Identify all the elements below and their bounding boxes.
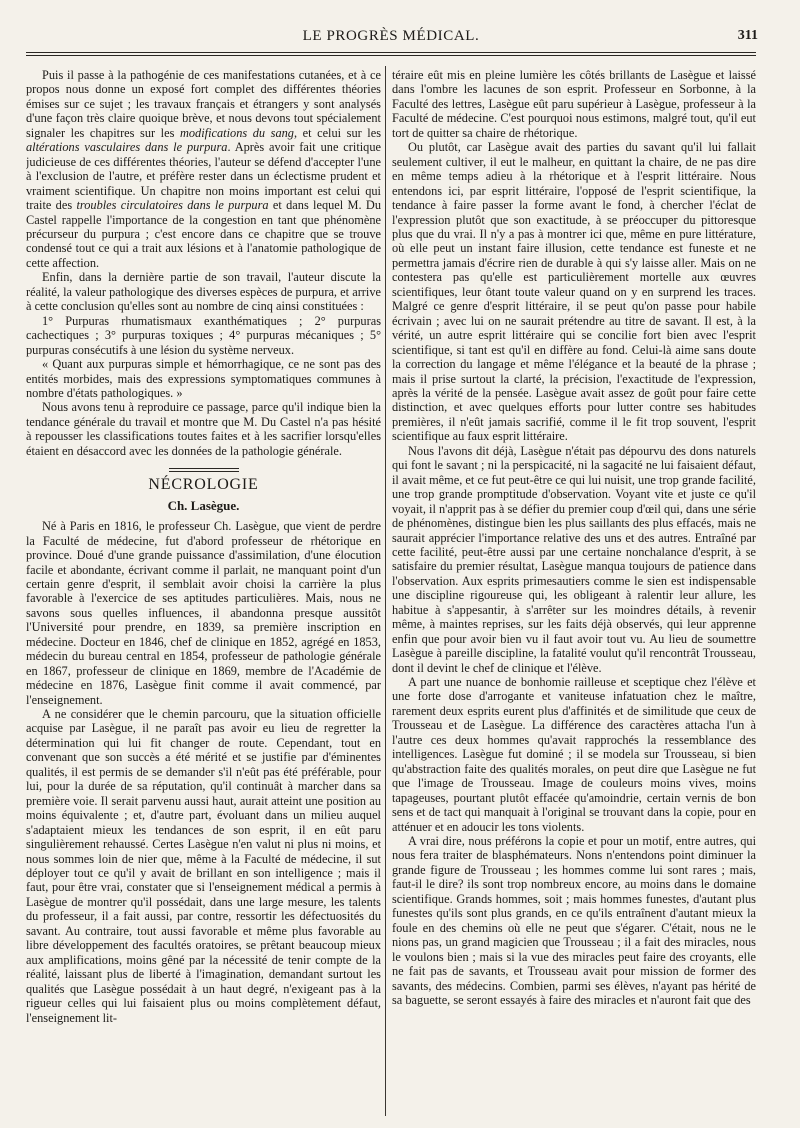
- paragraph: téraire eût mis en pleine lumière les côtés brillants de Lasègue et laissé dans l'ombre les lacunes de son esprit. Professeur en Sorbonne, à la Faculté des lettres, Lasègue eût paru supérieur à Lasègue, professeur à la Faculté de médecine. C'est pourquoi nous estimons, malgré tout, qu'il eut tort de quitter sa chaire de rhétorique.: [392, 68, 756, 140]
- journal-title: LE PROGRÈS MÉDICAL.: [302, 28, 480, 44]
- header-rule-bottom: [26, 55, 756, 56]
- paragraph: Enfin, dans la dernière partie de son travail, l'auteur discute la réalité, la valeur pathologique des diverses espèces de purpura, et arrive à cette conclusion qu'elles sont au nombre de cinq ainsi constituées :: [26, 270, 381, 314]
- left-column: [26, 68, 381, 1118]
- running-header: [26, 28, 756, 50]
- emphasis: troubles circulatoires dans le purpura: [76, 198, 269, 213]
- paragraph: Nous avons tenu à reproduire ce passage, parce qu'il indique bien la tendance générale du travail et montre que M. Du Castel n'a pas hésité à repousser les classifications toutes faites et à les sacrifier lorsqu'elles étaient en désaccord avec les données de la pathologie générale.: [26, 400, 381, 458]
- right-column: [392, 68, 756, 1118]
- paragraph: A part une nuance de bonhomie railleuse et sceptique chez l'élève et une forte dose d'arrogante et vaniteuse infatuation chez le maître, rarement deux esprits eurent plus d'affinités et de similitude que ceux de Trousseau et de Lasègue. La différence des caractères attacha l'un à l'autre ces deux hommes qu'avait rapprochés la ressemblance des intelligences. Lasègue fut dominé ; il se modela sur Trousseau, si bien qu'abstraction faite des qualités morales, on peut dire que Lasègue ne fut que l'image de Trousseau. Image de couleurs moins vives, moins tapageuses, pourtant plutôt effacée qu'amoindrie, certain vernis de bon sens et de tact qui manquait à l'original se trouvant dans la copie, pour en atténuer et en adoucir les tons violents.: [392, 675, 756, 834]
- paragraph: A ne considérer que le chemin parcouru, que la situation officielle acquise par Lasègue, il ne paraît pas avoir eu lieu de regretter la détermination qui lui fit changer de route. Cependant, tout en convenant que son succès a été mérité et se justifie par d'éminentes qualités, il est permis de se demander s'il n'eût pas été préférable, pour lui, pour la durée de sa réputation, qu'il continuât à marcher dans sa première voie. Il serait parvenu aussi haut, aurait atteint une position au moins équivalente ; et, d'autre part, évoluant dans un milieu auquel s'adaptaient mieux les tendances de son esprit, il en eût paru singulièrement rehaussé. Certes Lasègue n'en valut ni plus ni moins, et nous sommes loin de nier que, même à la Faculté de médecine, il sut déployer tout ce qu'il y avait de brillant en son intelligence ; mais il faut, pour être vrai, constater que si l'enseignement médical a permis à Lasègue de montrer qu'il possédait, dans une large mesure, les talents du professeur, il a fait aussi, par contre, ressortir les défectuosités du savant. Au contraire, tout aussi favorable et même plus favorable au libre développement des facultés oratoires, se prêtant beaucoup mieux aux amplifications, moins gêné par la nécessité de tenir compte de la réalité, laissant plus de liberté à l'imagination, demandant surtout les qualités que Lasègue possédait à un haut degré, n'exigeant pas à la rigueur celles qui lui faisaient plus ou moins complètement défaut, l'enseignement lit-: [26, 707, 381, 1025]
- emphasis: altérations vasculaires dans le purpura: [26, 140, 228, 155]
- paragraph: A vrai dire, nous préférons la copie et pour un motif, entre autres, qui nous fera traiter de blasphémateurs. Nons n'entendons point diminuer la grande figure de Trousseau ; les hommes comme lui sont rares ; mais, faut-il le dire? ils sont trop nombreux encore, au moins dans le domaine scientifique. Grands hommes, soit ; mais hommes funestes, d'autant plus funestes qu'ils sont plus grands, en ce qu'ils entraînent d'autant mieux la foule en des chemins où elle ne peut que s'égarer. C'était, nous ne le nions pas, un grand magicien que Trousseau ; il a fait des miracles, nous le voulons bien ; mais si la vue des miracles peut faire des croyants, elle ne fait pas de savants, et Trousseau avait pour mission de former des savants, des médecins. Combien, parmi ses élèves, n'ayant pas hérité de sa baguette, se seront essayés à faire des miracles et n'auront fait que des: [392, 834, 756, 1007]
- column-divider: [385, 66, 386, 1116]
- page-number: 311: [737, 28, 758, 43]
- section-separator: [169, 468, 239, 472]
- emphasis: modifications du sang: [179, 125, 294, 140]
- article-subhead: Ch. Lasègue.: [167, 497, 240, 513]
- paragraph: 1° Purpuras rhumatismaux exanthématiques ; 2° purpuras cachectiques ; 3° purpuras toxiques ; 4° purpuras mécaniques ; 5° purpuras consécutifs à une lésion du système nerveux.: [26, 313, 381, 357]
- paragraph: Né à Paris en 1816, le professeur Ch. Lasègue, que vient de perdre la Faculté de médecine, fut d'abord professeur de rhétorique en province. Doué d'une grande puissance d'assimilation, d'une élocution facile et abondante, écrivant comme il parlait, ne manquant point d'un certain genre d'esprit, il semblait avoir choisi la carrière la plus favorable à l'exercice de ses aptitudes particulières. Mais, nous ne savons sous quelles influences, il abandonna presque aussitôt l'Université pour prendre, en 1839, sa première inscription en médecine. Docteur en 1846, chef de clinique en 1852, agrégé en 1853, médecin du bureau central en 1854, professeur de pathologie générale en 1867, professeur de clinique en 1869, membre de l'Académie de médecine en 1876, Lasègue finit comme il avait commencé, par l'enseignement.: [26, 519, 381, 707]
- paragraph: Puis il passe à la pathogénie de ces manifestations cutanées, et à ce propos nous donne un exposé fort complet des différentes théories émises sur ce sujet ; les travaux français et étrangers y sont analysés d'une façon très claire quoique brève, et nous devons tout spécialement signaler les chapitres sur les modifications du sang, et celui sur les altérations vasculaires dans le purpura. Après avoir fait une critique judicieuse de ces différentes théories, l'auteur se défend d'accepter l'une à l'exclusion de l'autre, et préfère rester dans un éclectisme prudent et vraiment scientifique. Un chapitre non moins important est celui qui traite des troubles circulatoires dans le purpura et dans lequel M. Du Castel rappelle l'importance de la congestion en tant que phénomène précurseur du purpura ; c'est encore dans ce chapitre que se trouve condensé tout ce qui a trait aux lésions et à l'anatomie pathologique de cette affection.: [26, 68, 381, 270]
- paragraph: « Quant aux purpuras simple et hémorrhagique, ce ne sont pas des entités morbides, mais des expressions symptomatiques communes à nombre d'états pathologiques. »: [26, 357, 381, 400]
- header-rule-top: [26, 52, 756, 53]
- paragraph: Ou plutôt, car Lasègue avait des parties du savant qu'il lui fallait seulement cultiver, il eut le malheur, en quittant la chaire, de ne pas dire en même temps adieu à la rhétorique et à l'esprit littéraire. Nous entendons ici, par esprit littéraire, l'opposé de l'esprit scientifique, la tendance à faire passer la forme avant le fond, à chercher l'éclat de l'expression plutôt que son exactitude, à se préoccuper du pittoresque plus que du vrai. Il n'y a pas à montrer ici que, même en pure littérature, où elle peut un instant faire illusion, cette tendance est funeste et ne permettra jamais d'écrire rien de durable à qui s'y laisse aller. Mais on ne contestera pas qu'elle est particulièrement mortelle aux œuvres scientifiques, leur ôtant toute valeur quand on y en surprend les traces. Malgré ce genre d'esprit littéraire, il se peut qu'on passe pour habile écrivain ; avec lui on ne saurait prétendre au titre de savant. Il est, à la vérité, un autre esprit littéraire qui se concilie fort bien avec l'esprit scientifique, si tant est qu'il en diffère au fond. Celui-là aime sans doute la correction du langage et même l'élégance et la beauté de la phrase ; mais il prise surtout la clarté, la précision, l'exactitude de l'expression, après la vérité de la pensée. Lasègue avait assez de goût pour faire cette distinction, et avec quelques efforts pour lutter contre ses habitudes premières, il n'eût jamais sacrifié, comme il le fit trop souvent, l'esprit scientifique au faux esprit littéraire.: [392, 140, 756, 444]
- paragraph: Nous l'avons dit déjà, Lasègue n'était pas dépourvu des dons naturels qui font le savant ; ni la perspicacité, ni la sagacité ne lui faisaient défaut, il avait même, et ce fut peut-être ce qui lui nuisit, une trop grande facilité, une trop grande promptitude d'observation. Voyant vite et juste ce qu'il voyait, il n'apprit pas à se défier du premier coup d'œil qui, dans une série de phénomènes, distingue bien les plus saillants des plus effacés, mais ne saurait apprécier l'importance relative des uns et des autres. Entraîné par cette facilité, peut-être aussi par une certaine nonchalance d'esprit, à se satisfaire du premier résultat, Lasègue manqua toujours de patience dans l'observation. Aux esprits primesautiers comme le sien est indispensable une discipline rigoureuse qui, les obligeant à ralentir leur allure, les habitue à s'appesantir, à s'arrêter sur les moindres détails, à revenir même, à maintes reprises, sur les faits déjà observés, qui leur apprenne enfin que pour avoir bien vu il faut avoir tout vu. Au lieu de soumettre Lasègue à pareille discipline, la fatalité voulut qu'il rencontrât Trousseau, dont il devint le chef de clinique et l'élève.: [392, 443, 756, 675]
- section-title: NÉCROLOGIE: [148, 476, 259, 494]
